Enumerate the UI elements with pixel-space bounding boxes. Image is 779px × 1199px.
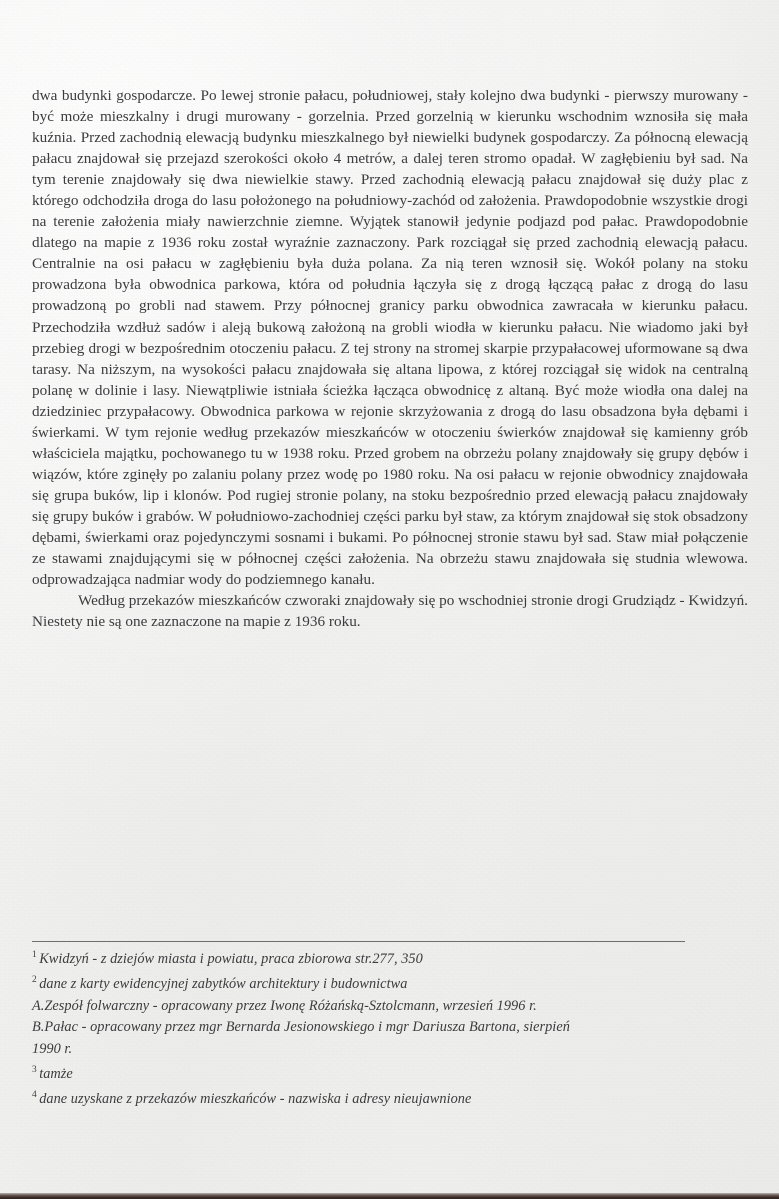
footnote-item xyxy=(32,1017,748,1038)
footnote-text: Kwidzyń - z dziejów miasta i powiatu, praca zbiorowa str.277, 350 xyxy=(39,951,423,967)
footnote-marker: 1 xyxy=(32,950,37,960)
footnote-text: tamże xyxy=(39,1066,73,1083)
footnote-item xyxy=(32,945,748,970)
footnote-section xyxy=(32,941,748,1111)
footnote-text: dane z karty ewidencyjnej zabytków architektury i budownictwa xyxy=(39,976,408,993)
footnote-item xyxy=(32,996,748,1017)
footnote-text: A.Zespół folwarczny - opracowany przez Iwonę Różańską-Sztolcmann, wrzesień 1996 r. xyxy=(32,997,537,1014)
body-paragraph: dwa budynki gospodarcze. Po lewej stronie pałacu, południowej, stały kolejno dwa budynki - pierwszy murowany - być może mieszkalny i drugi murowany - gorzelnia. Przed gorzelnią w kierunku wschodnim wznosiła się mała kuźnia. Przed zachodnią elewacją budynku mieszkalnego był niewielki budynek gospodarczy. Za północną elewacją pałacu znajdował się przejazd szerokości około 4 metrów, a dalej teren stromo opadał. W zagłębieniu był sad. Na tym terenie znajdowały się dwa niewielkie stawy. Przed zachodnią elewacją pałacu znajdował się duży plac z którego odchodziła droga do lasu położonego na południowy-zachód od założenia. Prawdopodobnie wszystkie drogi na terenie założenia miały nawierzchnie ziemne. Wyjątek stanowił jedynie podjazd pod pałac. Prawdopodobnie dlatego na mapie z 1936 roku został wyraźnie zaznaczony. Park rozciągał się przed zachodnią elewacją pałacu. Centralnie na osi pałacu w zagłębieniu była duża polana. Za nią teren wznosił się. Wokół polany na stoku prowadzona była obwodnica parkowa, która od południa łączyła się z drogą łączącą pałac z drogą do lasu prowadzoną po grobli nad stawem. Przy północnej granicy parku obwodnica zawracała w kierunku pałacu. Przechodziła wzdłuż sadów i aleją bukową założoną na grobli wiodła w kierunku pałacu. Nie wiadomo jaki był przebieg drogi w bezpośrednim otoczeniu pałacu. Z tej strony na stromej skarpie przypałacowej uformowane są dwa tarasy. Na niższym, na wysokości pałacu znajdowała się altana lipowa, z której rozciągał się widok na centralną polanę w dolinie i lasy. Niewątpliwie istniała ścieżka łącząca obwodnicę z altaną. Być może wiodła ona dalej na dziedziniec przypałacowy. Obwodnica parkowa w rejonie skrzyżowania z drogą do lasu obsadzona była dębami i świerkami. W tym rejonie według przekazów mieszkańców w otoczeniu świerków znajdował się kamienny grób właściciela majątku, pochowanego tu w 1938 roku. Przed grobem na obrzeżu polany znajdowały się grupy dębów i wiązów, które zginęły po zalaniu polany przez wodę po 1980 roku. Na osi pałacu w rejonie obwodnicy znajdowała się grupa buków, lip i klonów. Pod rugiej stronie polany, na stoku bezpośrednio przed elewacją pałacu znajdowały się grupy buków i grabów. W południowo-zachodniej części parku był staw, za którym znajdował się stok obsadzony dębami, świerkami oraz pojedynczymi sosnami i bukami. Po północnej stronie stawu był sad. Staw miał połączenie ze stawami znajdującymi się w północnej części założenia. Na obrzeżu stawu znajdowała się studnia wlewowa. odprowadzająca nadmiar wody do podziemnego kanału. xyxy=(32,87,748,589)
footnote-marker: 2 xyxy=(32,975,37,986)
footnote-text: 1990 r. xyxy=(32,1040,73,1057)
page-text-body xyxy=(32,85,748,632)
body-paragraph: Według przekazów mieszkańców czworaki znajdowały się po wschodniej stronie drogi Grudziądz - Kwidzyń. Niestety nie są one zaznaczone na mapie z 1936 roku. xyxy=(32,592,748,631)
footnote-marker: 4 xyxy=(32,1090,37,1101)
footnote-separator-rule xyxy=(32,941,685,942)
footnote-item xyxy=(32,1085,748,1110)
footnote-marker: 3 xyxy=(32,1065,37,1076)
scan-edge-shadow xyxy=(0,1193,779,1199)
footnote-item xyxy=(32,1039,748,1060)
footnote-item xyxy=(32,1060,748,1085)
footnote-text: B.Pałac - opracowany przez mgr Bernarda Jesionowskiego i mgr Dariusza Bartona, sierpień xyxy=(32,1019,570,1036)
footnote-item xyxy=(32,970,748,995)
footnote-text: dane uzyskane z przekazów mieszkańców - nazwiska i adresy nieujawnione xyxy=(39,1091,472,1108)
